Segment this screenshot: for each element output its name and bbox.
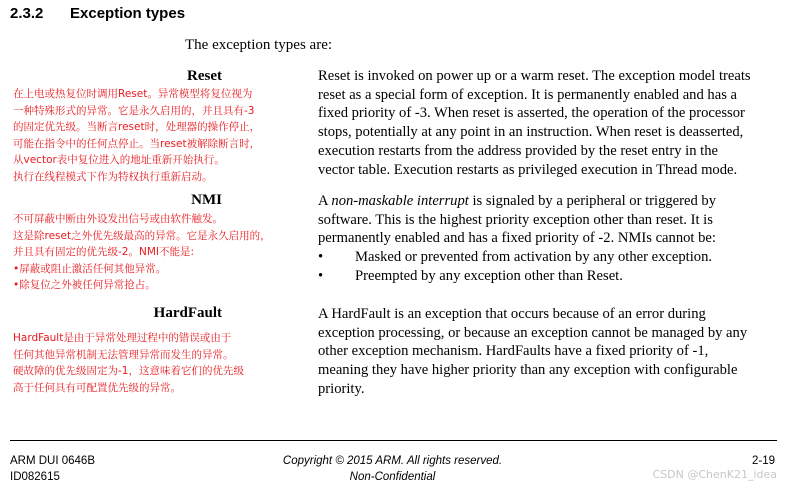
annotation-line: 任何其他异常机制无法管理异常而发生的异常。 <box>13 348 234 361</box>
desc-prefix: A <box>318 193 332 209</box>
annotation-line: 不可屏蔽中断由外设发出信号或由软件触发。 <box>13 213 223 225</box>
annotation-line: 高于任何具有可配置优先级的异常。 <box>13 381 181 394</box>
document-id-code: ID082615 <box>10 471 60 483</box>
description-line: software. This is the highest priority exception other than reset. It is <box>318 211 713 228</box>
footer-left <box>10 453 95 485</box>
term-hardfault: HardFault <box>153 305 222 321</box>
reset-description <box>318 67 778 179</box>
annotation-line: HardFault是由于异常处理过程中的错误或由于 <box>13 332 232 344</box>
nmi-bullet-list <box>318 248 778 285</box>
copyright-text: Copyright © 2015 ARM. All rights reserved. <box>282 455 503 467</box>
watermark: CSDN @ChenK21_idea <box>652 468 777 481</box>
bullet-icon: • <box>318 249 324 266</box>
description-line: exception processing, or because an exception cannot be managed by any <box>318 324 748 341</box>
annotation-line: 硬故障的优先级固定为-1，这意味着它们的优先级 <box>13 365 244 377</box>
annotation-line: 这是除reset之外优先级最高的异常。它是永久启用的， <box>13 229 271 242</box>
reset-annotation <box>13 86 303 185</box>
section-number: 2.3.2 <box>10 5 44 22</box>
document-id: ARM DUI 0646B <box>10 455 96 467</box>
annotation-line: 一种特殊形式的异常。它是永久启用的，并且具有-3 <box>13 104 255 117</box>
footer-right <box>752 453 775 469</box>
list-item <box>318 267 778 286</box>
description-line: priority. <box>318 380 365 397</box>
confidentiality-text: Non-Confidential <box>349 471 436 483</box>
annotation-line: 可能在指令中的任何点停止。当reset被解除断言时， <box>13 137 261 150</box>
hardfault-description <box>318 305 778 399</box>
description-line: reset as a special form of exception. It is permanently enabled and has a <box>318 86 738 103</box>
description-line: Reset is invoked on power up or a warm reset. The exception model treats <box>318 68 751 84</box>
annotation-line: 的固定优先级。当断言reset时，处理器的操作停止， <box>13 121 261 133</box>
section-title: Exception types <box>70 5 186 22</box>
term-nmi: NMI <box>191 192 222 208</box>
nmi-annotation <box>13 211 303 294</box>
annotation-line: •除复位之外被任何异常抢占。 <box>13 279 156 291</box>
list-item-text: Preempted by any exception other than Reset. <box>355 267 623 284</box>
list-item <box>318 248 778 267</box>
description-line: A HardFault is an exception that occurs because of an error during <box>318 306 706 322</box>
annotation-line: 执行在线程模式下作为特权执行重新启动。 <box>13 170 213 183</box>
nmi-description <box>318 192 778 286</box>
hardfault-annotation <box>13 330 303 396</box>
annotation-line: •屏蔽或阻止激活任何其他异常。 <box>13 262 167 275</box>
annotation-line: 从vector表中复位进入的地址重新开始执行。 <box>13 154 225 166</box>
section-heading <box>10 5 185 22</box>
page-number: 2-19 <box>751 455 775 467</box>
desc-suffix: is signaled by a peripheral or triggered by <box>468 193 717 209</box>
list-item-text: Masked or prevented from activation by any other exception. <box>355 249 713 266</box>
footer-divider <box>10 440 777 441</box>
description-line: permanently enabled and has a fixed priority of -2. NMIs cannot be: <box>318 230 716 247</box>
description-line: execution restarts from the address provided by the reset entry in the <box>318 142 718 159</box>
description-line: stops, potentially at any point in an instruction. When reset is deasserted, <box>318 124 744 141</box>
bullet-icon: • <box>318 267 324 284</box>
description-line: vector table. Execution restarts as privileged execution in Thread mode. <box>318 161 738 178</box>
description-line: other exception mechanism. HardFaults have a fixed priority of -1, <box>318 343 709 360</box>
annotation-line: 在上电或热复位时调用Reset。异常模型将复位视为 <box>13 88 253 100</box>
annotation-line: 并且具有固定的优先级-2。NMI不能是: <box>13 246 195 258</box>
term-reset: Reset <box>187 68 222 84</box>
intro-text: The exception types are: <box>185 37 333 53</box>
desc-italic-term: non-maskable interrupt <box>331 193 469 209</box>
description-line <box>318 192 778 211</box>
description-line: meaning they have higher priority than any exception with configurable <box>318 362 738 379</box>
description-line: fixed priority of -3. When reset is asserted, the operation of the processor <box>318 105 745 122</box>
